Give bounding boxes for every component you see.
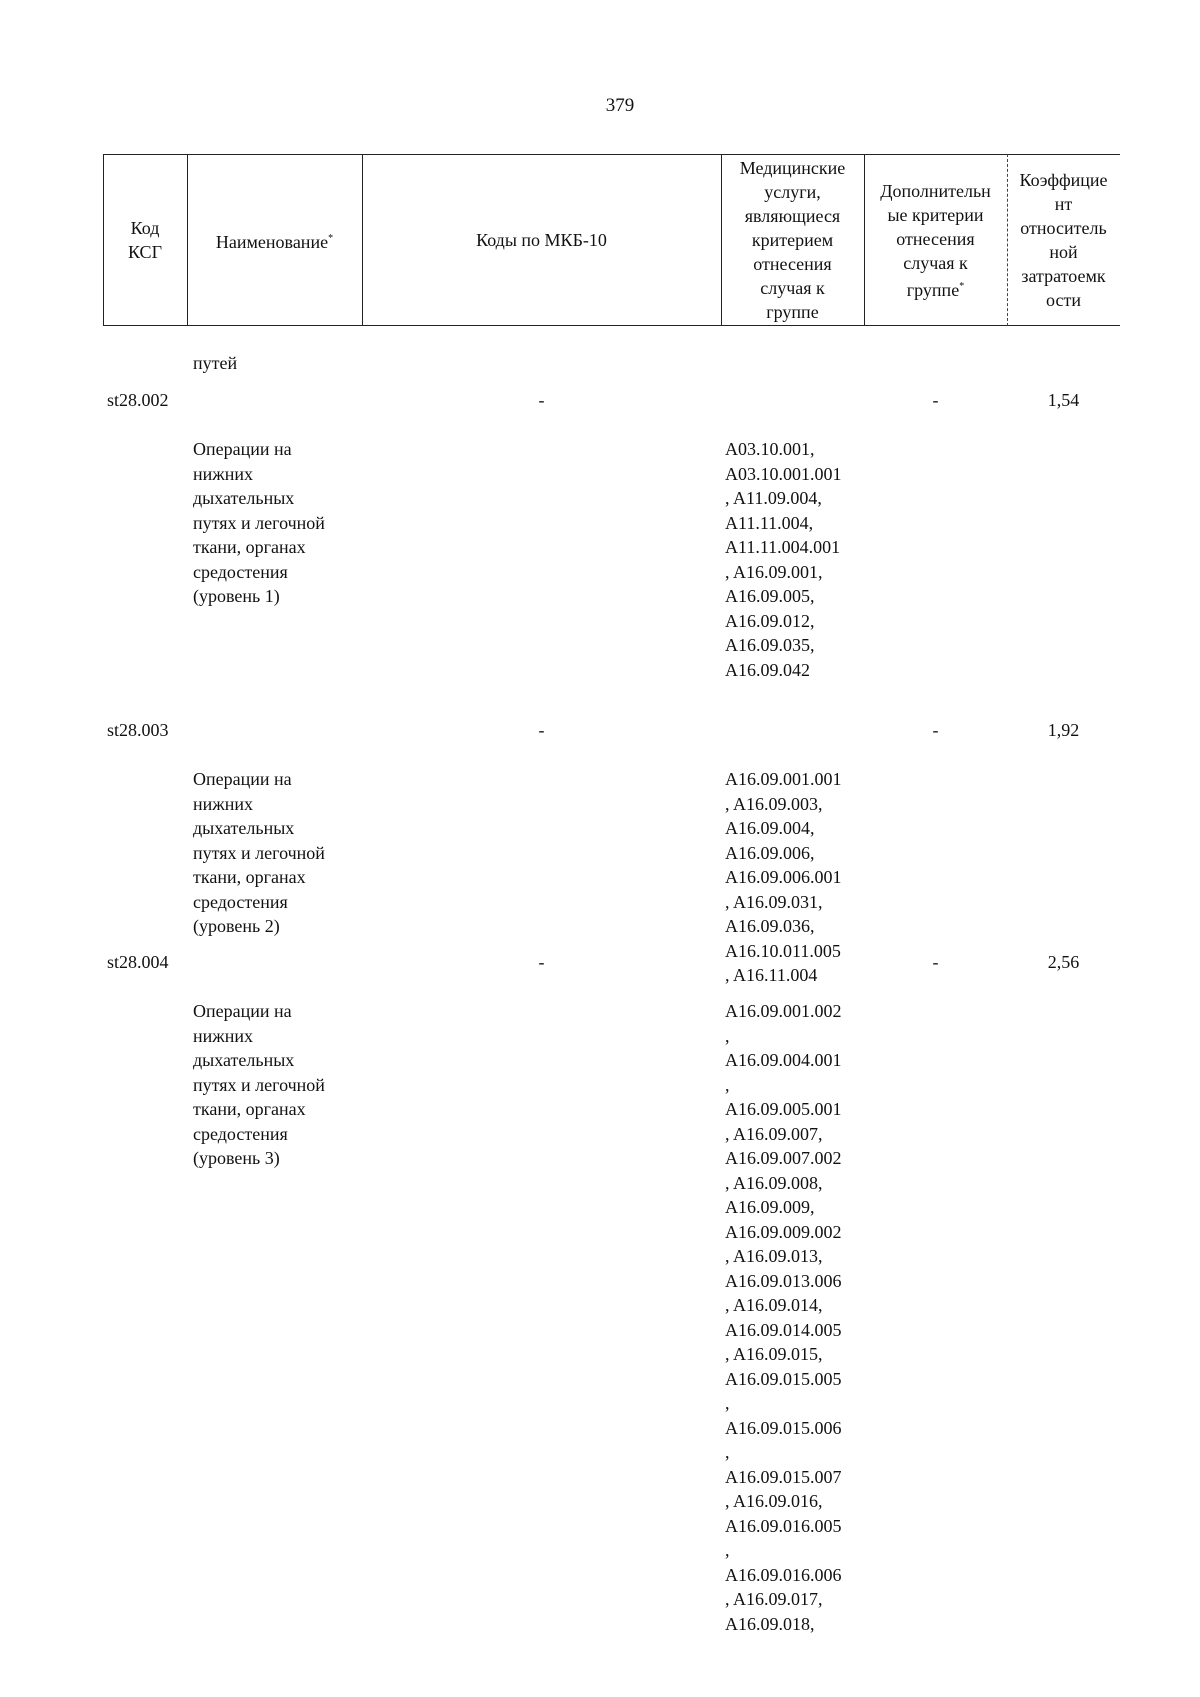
row-coefficient: 1,92 — [1047, 720, 1080, 740]
header-code-ksg: Код КСГ — [128, 218, 162, 262]
row-mkb-codes: - — [538, 952, 545, 972]
header-mkb-codes: Коды по МКБ-10 — [476, 230, 607, 250]
row-mkb-codes: - — [538, 720, 545, 740]
continuation-text: путей — [193, 353, 238, 373]
row-name: Операции на нижних дыхательных путях и легочной ткани, органах средостения (уровень 2) — [193, 769, 325, 936]
row-coefficient: 1,54 — [1047, 390, 1080, 410]
row-services: A16.09.001.002 , A16.09.004.001 , A16.09.005.001 , A16.09.007, A16.09.007.002 , A16.09.008, A16.09.009, A16.09.009.002 , A16.09.013, A16.09.013.006 , A16.09.014, A16.09.014.005 , A16.09.015, A16.09.015.005 , A16.09.015.006 , A16.09.015.007 , A16.09.016, A16.09.016.005 , A16.09.016.006 , A16.09.017, A16.09.018, — [725, 1001, 842, 1634]
row-mkb-codes: - — [538, 390, 545, 410]
row-extra-criteria: - — [932, 390, 939, 410]
row-name: Операции на нижних дыхательных путях и легочной ткани, органах средостения (уровень 1) — [193, 439, 325, 606]
row-services: A16.09.001.001 , A16.09.003, A16.09.004, A16.09.006, A16.09.006.001 , A16.09.031, A16.09.036, A16.10.011.005 , A16.11.004 — [725, 769, 842, 985]
row-code: st28.004 — [107, 952, 169, 972]
row-coefficient: 2,56 — [1047, 952, 1080, 972]
row-code: st28.002 — [107, 390, 169, 410]
row-services: A03.10.001, A03.10.001.001 , A11.09.004, A11.11.004, A11.11.004.001 , A16.09.001, A16.09.005, A16.09.012, A16.09.035, A16.09.042 — [725, 439, 842, 680]
row-extra-criteria: - — [932, 952, 939, 972]
header-medical-services: Медицинские услуги, являющиеся критерием отнесения случая к группе — [739, 158, 846, 322]
header-name: Наименование* — [215, 231, 334, 252]
page-number: 379 — [605, 95, 635, 116]
row-code: st28.003 — [107, 720, 169, 740]
header-extra-criteria: Дополнительн ые критерии отнесения случая к группе* — [880, 180, 991, 300]
row-extra-criteria: - — [932, 720, 939, 740]
header-coefficient: Коэффицие нт относитель ной затратоемк ости — [1019, 170, 1108, 310]
row-name: Операции на нижних дыхательных путях и легочной ткани, органах средостения (уровень 3) — [193, 1001, 325, 1168]
